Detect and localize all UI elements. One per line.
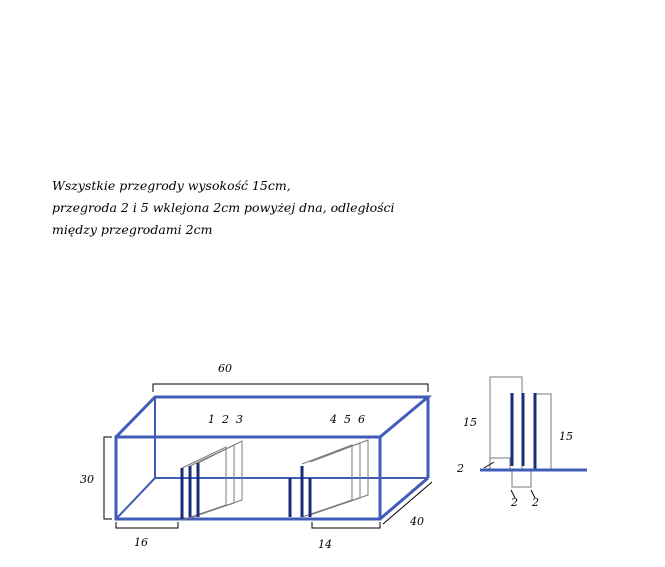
detail-gap-bracket	[490, 458, 510, 470]
dim-depth-label: 40	[410, 515, 424, 528]
detail-gap-bottom-label-1: 2	[511, 496, 518, 509]
detail-right-height-label: 15	[559, 430, 573, 443]
dim-height-line	[104, 437, 112, 519]
dim-length-label: 60	[218, 362, 232, 375]
tank-top-face	[116, 397, 428, 437]
detail-partition-left-outline	[490, 377, 522, 470]
note-line-1: Wszystkie przegrody wysokość 15cm,	[52, 178, 291, 193]
dim-height-label: 30	[80, 473, 94, 486]
dim-depth-line	[383, 482, 432, 524]
note-line-3: między przegrodami 2cm	[52, 222, 213, 237]
dim-offset-left-label: 16	[134, 536, 148, 549]
detail-left-height-label: 15	[463, 416, 477, 429]
detail-bottom-bracket	[512, 470, 531, 487]
detail-gap-side-label: 2	[457, 462, 464, 475]
partition-group-right-label: 4 5 6	[330, 413, 365, 426]
partition-group-left	[182, 441, 242, 520]
dim-offset-right-label: 14	[318, 538, 332, 551]
detail-gap-bottom-label-2: 2	[532, 496, 539, 509]
tank-frame	[116, 397, 428, 519]
dim-offset-right-line	[312, 522, 380, 528]
tank-bottom-left-edge	[116, 478, 155, 519]
note-line-2: przegroda 2 i 5 wklejona 2cm powyżej dna, odległości	[52, 200, 395, 215]
detail-side-arrow	[484, 462, 494, 468]
partition-group-left-label: 1 2 3	[208, 413, 243, 426]
detail-partition-right-outline	[535, 394, 551, 470]
side-detail-view	[456, 377, 587, 509]
tank-bottom-right-edge	[380, 478, 428, 519]
dim-offset-left-line	[116, 522, 178, 528]
dim-length-line	[153, 384, 428, 392]
